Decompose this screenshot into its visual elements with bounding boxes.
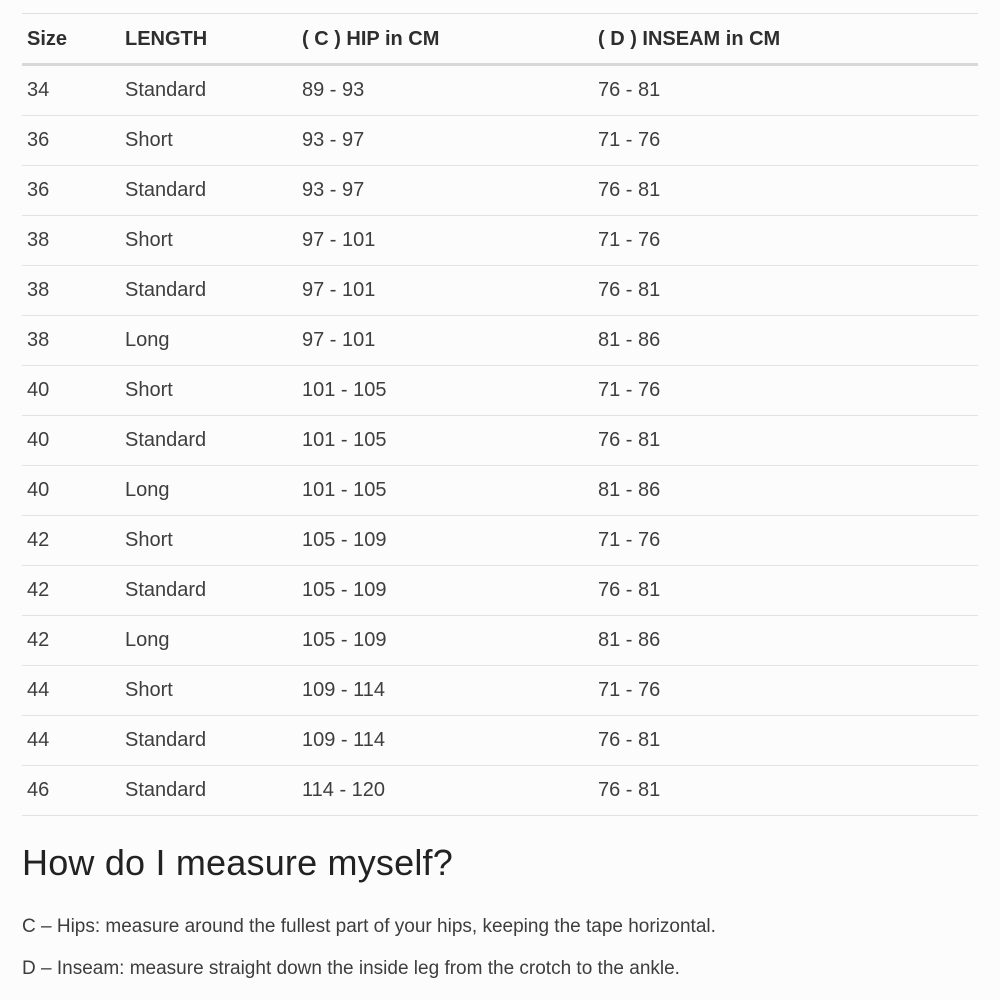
table-row — [22, 666, 978, 716]
table-row — [22, 65, 978, 116]
hip-cell: 109 - 114 — [297, 716, 593, 766]
length-cell: Standard — [120, 416, 297, 466]
length-cell: Long — [120, 316, 297, 366]
hip-cell: 105 - 109 — [297, 616, 593, 666]
table-row — [22, 566, 978, 616]
size-cell: 36 — [22, 166, 120, 216]
inseam-cell: 76 - 81 — [593, 716, 978, 766]
hip-cell: 89 - 93 — [297, 65, 593, 116]
size-cell: 42 — [22, 516, 120, 566]
length-cell: Short — [120, 116, 297, 166]
col-header-size: Size — [22, 14, 120, 65]
inseam-cell: 81 - 86 — [593, 616, 978, 666]
table-row — [22, 166, 978, 216]
hip-cell: 114 - 120 — [297, 766, 593, 816]
hip-cell: 105 - 109 — [297, 516, 593, 566]
length-cell: Short — [120, 666, 297, 716]
table-row — [22, 716, 978, 766]
length-cell: Long — [120, 616, 297, 666]
col-header-length: LENGTH — [120, 14, 297, 65]
hip-cell: 97 - 101 — [297, 266, 593, 316]
table-row — [22, 316, 978, 366]
size-cell: 46 — [22, 766, 120, 816]
table-row — [22, 216, 978, 266]
size-cell: 40 — [22, 366, 120, 416]
size-cell: 36 — [22, 116, 120, 166]
inseam-cell: 81 - 86 — [593, 466, 978, 516]
table-row — [22, 266, 978, 316]
hip-cell: 109 - 114 — [297, 666, 593, 716]
size-cell: 44 — [22, 666, 120, 716]
inseam-cell: 71 - 76 — [593, 516, 978, 566]
table-row — [22, 516, 978, 566]
size-cell: 38 — [22, 216, 120, 266]
inseam-cell: 76 - 81 — [593, 566, 978, 616]
inseam-cell: 76 - 81 — [593, 266, 978, 316]
measure-heading: How do I measure myself? — [22, 842, 453, 883]
inseam-cell: 76 - 81 — [593, 65, 978, 116]
table-row — [22, 616, 978, 666]
length-cell: Standard — [120, 266, 297, 316]
length-cell: Short — [120, 516, 297, 566]
inseam-cell: 76 - 81 — [593, 166, 978, 216]
table-row — [22, 116, 978, 166]
size-chart-table — [22, 13, 978, 816]
inseam-cell: 71 - 76 — [593, 116, 978, 166]
table-row — [22, 466, 978, 516]
size-cell: 42 — [22, 616, 120, 666]
hip-cell: 97 - 101 — [297, 316, 593, 366]
length-cell: Short — [120, 216, 297, 266]
size-cell: 40 — [22, 466, 120, 516]
hip-cell: 105 - 109 — [297, 566, 593, 616]
size-cell: 38 — [22, 266, 120, 316]
size-cell: 42 — [22, 566, 120, 616]
inseam-cell: 71 - 76 — [593, 216, 978, 266]
inseam-cell: 76 - 81 — [593, 416, 978, 466]
col-header-hip: ( C ) HIP in CM — [297, 14, 593, 65]
col-header-inseam: ( D ) INSEAM in CM — [593, 14, 978, 65]
hip-cell: 93 - 97 — [297, 166, 593, 216]
hips-instruction: C – Hips: measure around the fullest part of your hips, keeping the tape horizontal. — [22, 916, 716, 937]
length-cell: Standard — [120, 716, 297, 766]
length-cell: Short — [120, 366, 297, 416]
inseam-cell: 81 - 86 — [593, 316, 978, 366]
size-cell: 44 — [22, 716, 120, 766]
hip-cell: 93 - 97 — [297, 116, 593, 166]
length-cell: Standard — [120, 166, 297, 216]
hip-cell: 101 - 105 — [297, 366, 593, 416]
length-cell: Standard — [120, 766, 297, 816]
inseam-cell: 76 - 81 — [593, 766, 978, 816]
table-row — [22, 366, 978, 416]
table-row — [22, 766, 978, 816]
size-cell: 38 — [22, 316, 120, 366]
inseam-instruction: D – Inseam: measure straight down the inside leg from the crotch to the ankle. — [22, 958, 680, 979]
inseam-cell: 71 - 76 — [593, 366, 978, 416]
size-cell: 40 — [22, 416, 120, 466]
length-cell: Standard — [120, 566, 297, 616]
table-row — [22, 416, 978, 466]
hip-cell: 97 - 101 — [297, 216, 593, 266]
hip-cell: 101 - 105 — [297, 416, 593, 466]
table-body — [22, 65, 978, 816]
length-cell: Standard — [120, 65, 297, 116]
table-header-row — [22, 14, 978, 65]
size-cell: 34 — [22, 65, 120, 116]
hip-cell: 101 - 105 — [297, 466, 593, 516]
inseam-cell: 71 - 76 — [593, 666, 978, 716]
length-cell: Long — [120, 466, 297, 516]
